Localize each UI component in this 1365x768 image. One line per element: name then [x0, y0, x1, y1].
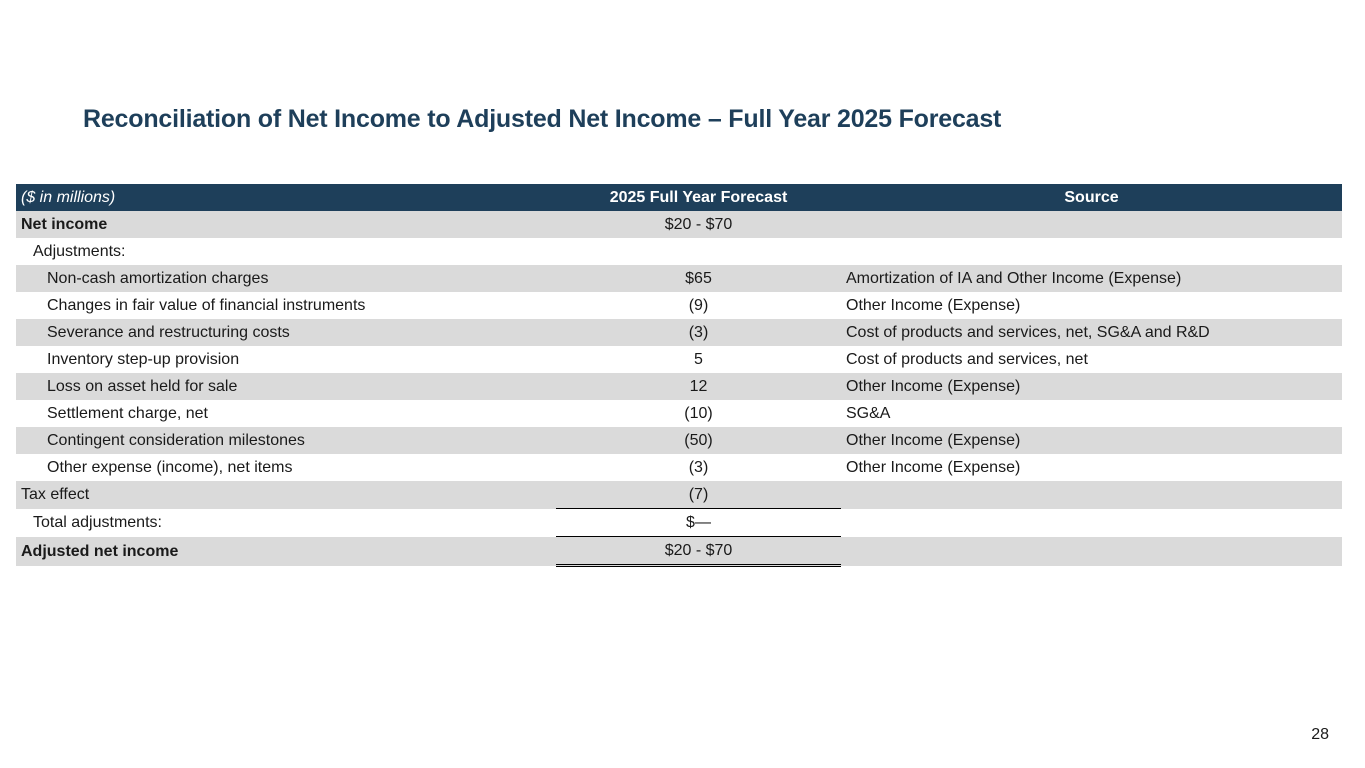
row-value: $20 - $70	[556, 537, 841, 566]
header-units: ($ in millions)	[21, 189, 116, 206]
row-source	[841, 537, 1342, 566]
row-value: (7)	[688, 486, 709, 503]
row-source	[841, 211, 1342, 238]
row-value: (50)	[684, 432, 713, 449]
row-value: $—	[556, 509, 841, 537]
row-label: Inventory step-up provision	[47, 351, 240, 368]
row-label: Net income	[21, 216, 108, 233]
table-header-row	[16, 184, 1342, 211]
table-row	[16, 211, 1342, 238]
page-title: Reconciliation of Net Income to Adjusted Net Income – Full Year 2025 Forecast	[83, 105, 1002, 133]
row-source: Cost of products and services, net	[846, 351, 1088, 368]
row-label: Non-cash amortization charges	[47, 270, 269, 287]
row-value: (10)	[684, 405, 713, 422]
row-label: Contingent consideration milestones	[47, 432, 305, 449]
table-row	[16, 292, 1342, 319]
row-label: Other expense (income), net items	[47, 459, 293, 476]
row-label: Changes in fair value of financial instruments	[47, 297, 366, 314]
reconciliation-table	[16, 184, 1342, 567]
page-number: 28	[1311, 726, 1329, 743]
table-row	[16, 509, 1342, 537]
table-row	[16, 238, 1342, 265]
table-row	[16, 537, 1342, 566]
row-label: Total adjustments:	[33, 514, 162, 531]
header-source: Source	[1064, 189, 1119, 206]
table-row	[16, 319, 1342, 346]
row-value: 12	[689, 378, 708, 395]
row-label: Loss on asset held for sale	[47, 378, 238, 395]
row-source	[841, 238, 1342, 265]
row-source: Other Income (Expense)	[846, 297, 1021, 314]
row-value: (9)	[688, 297, 709, 314]
row-value	[556, 238, 841, 265]
row-source: Amortization of IA and Other Income (Expense)	[846, 270, 1182, 287]
row-value: $65	[685, 270, 712, 287]
table-row	[16, 400, 1342, 427]
row-label: Tax effect	[21, 486, 90, 504]
row-value: 5	[694, 351, 703, 368]
row-value: (3)	[688, 459, 709, 476]
row-source	[841, 509, 1342, 537]
row-label: Settlement charge, net	[47, 405, 208, 422]
header-forecast: 2025 Full Year Forecast	[609, 189, 788, 206]
row-source	[841, 481, 1342, 509]
row-label: Adjustments:	[33, 243, 126, 260]
row-label: Adjusted net income	[21, 542, 179, 560]
row-source: Other Income (Expense)	[846, 459, 1021, 476]
row-source: Other Income (Expense)	[846, 432, 1021, 449]
table-row	[16, 481, 1342, 509]
row-value: $20 - $70	[664, 216, 733, 233]
table-row	[16, 373, 1342, 400]
row-source: Cost of products and services, net, SG&A and R&D	[846, 324, 1210, 341]
row-source: Other Income (Expense)	[846, 378, 1021, 395]
row-source: SG&A	[846, 405, 891, 422]
row-value: (3)	[688, 324, 709, 341]
table-row	[16, 265, 1342, 292]
table-row	[16, 427, 1342, 454]
table-row	[16, 454, 1342, 481]
row-label: Severance and restructuring costs	[47, 324, 290, 341]
table-row	[16, 346, 1342, 373]
